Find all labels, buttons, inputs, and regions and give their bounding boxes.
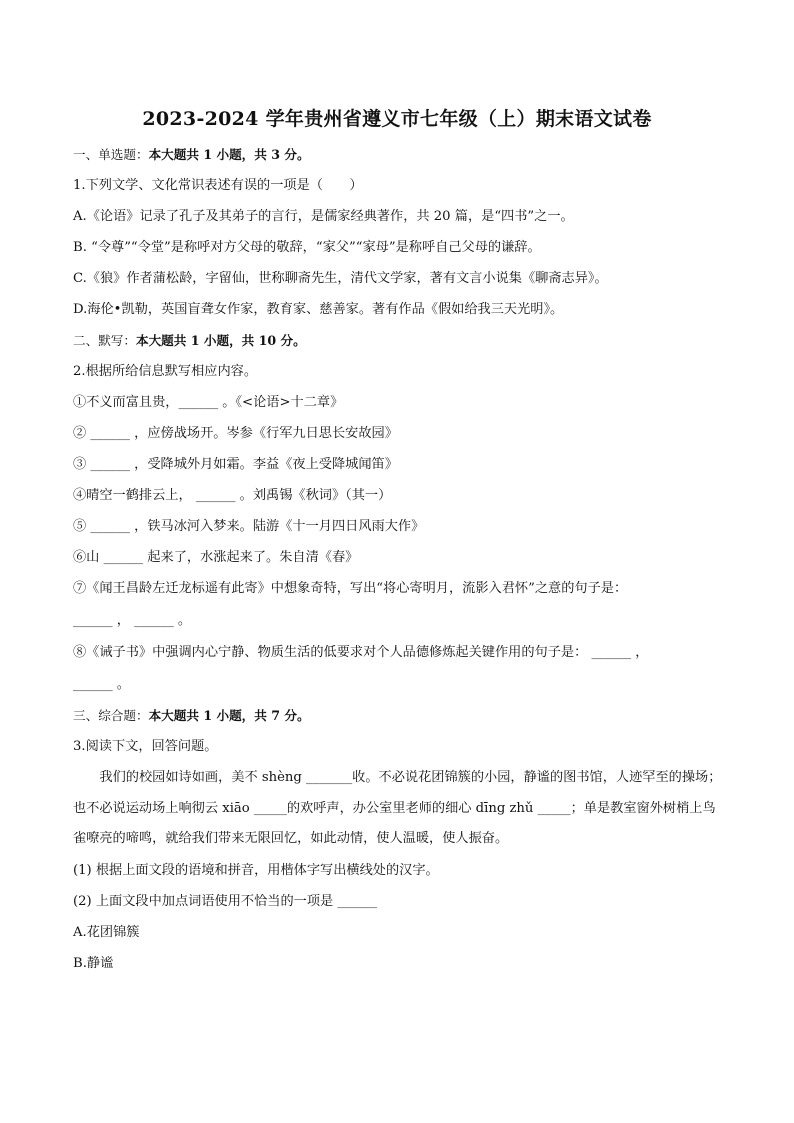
dictation-line: ______ 。 bbox=[73, 677, 130, 692]
dictation-line: ①不义而富且贵，______ 。《<论语>十二章》 bbox=[73, 395, 344, 410]
dictation-line: ⑧《诫子书》中强调内心宁静、物质生活的低要求对个人品德修炼起关键作用的句子是： ______ ， bbox=[73, 645, 649, 660]
question-3-option-a: A.花团锦簇 bbox=[73, 925, 140, 940]
question-1-option-c: C.《狼》作者蒲松龄，字留仙，世称聊斋先生，清代文学家，著有文言小说集《聊斋志异》。 bbox=[73, 271, 608, 286]
section-desc: 本大题共 1 小题，共 10 分。 bbox=[135, 333, 306, 348]
dictation-line: ⑥山 ______ 起来了，水涨起来了。朱自清《春》 bbox=[73, 550, 359, 565]
question-3-sub-1: (1) 根据上面文段的语境和拼音，用楷体字写出横线处的汉字。 bbox=[73, 863, 439, 878]
section-heading-3 bbox=[73, 707, 733, 725]
section-desc: 本大题共 1 小题，共 7 分。 bbox=[148, 708, 310, 723]
exam-title: 2023-2024 学年贵州省遵义市七年级（上）期末语文试卷 bbox=[142, 108, 652, 130]
section-heading-1 bbox=[73, 146, 733, 164]
section-lead: 三、综合题： bbox=[73, 708, 149, 723]
dictation-line: ③ ______ ，受降城外月如霜。李益《夜上受降城闻笛》 bbox=[73, 457, 398, 472]
question-1-option-d: D.海伦•凯勒，英国盲聋女作家，教育家、慈善家。著有作品《假如给我三天光明》。 bbox=[73, 302, 564, 317]
dictation-line: ② ______ ，应傍战场开。岑参《行军九日思长安故园》 bbox=[73, 426, 398, 441]
reading-passage: 我们的校园如诗如画，美不 shèng _______收。不必说花团锦簇的小园，静谧的图书馆，人迹罕至的操场；也不必说运动场上响彻云 xiāo _____的欢呼声，办公室里老师的细心 dīng zhǔ _____；单是教室窗外树梢上鸟雀嘹亮的啼鸣，就给我们带来无限回忆，如此动情，使人温暖，使人振奋。 bbox=[73, 770, 722, 846]
question-3-sub-2: (2) 上面文段中加点词语使用不恰当的一项是 ______ bbox=[73, 894, 377, 909]
section-lead: 一、单选题： bbox=[73, 147, 149, 162]
section-desc: 本大题共 1 小题，共 3 分。 bbox=[148, 147, 310, 162]
question-3-stem: 3.阅读下文，回答问题。 bbox=[73, 739, 218, 754]
section-lead: 二、默写： bbox=[73, 333, 136, 348]
question-1-option-a: A.《论语》记录了孔子及其弟子的言行，是儒家经典著作，共 20 篇，是“四书”之一。 bbox=[73, 209, 574, 224]
dictation-line: ______ ， ______ 。 bbox=[73, 613, 192, 628]
dictation-line: ④晴空一鹤排云上， ______ 。刘禹锡《秋词》（其一） bbox=[73, 488, 392, 503]
question-1-option-b: B. “令尊”“令堂”是称呼对方父母的敬辞，“家父”“家母”是称呼自己父母的谦辞。 bbox=[73, 240, 541, 255]
question-3-option-b: B.静谧 bbox=[73, 956, 114, 971]
question-1-stem: 1.下列文学、文化常识表述有误的一项是（ ） bbox=[73, 178, 363, 193]
section-heading-2 bbox=[73, 332, 733, 350]
dictation-line: ⑤ ______ ，铁马冰河入梦来。陆游《十一月四日风雨大作》 bbox=[73, 519, 425, 534]
question-2-stem: 2.根据所给信息默写相应内容。 bbox=[73, 364, 258, 379]
dictation-line: ⑦《闻王昌龄左迁龙标遥有此寄》中想象奇特，写出“将心寄明月，流影入君怀”之意的句子是： bbox=[73, 581, 628, 596]
